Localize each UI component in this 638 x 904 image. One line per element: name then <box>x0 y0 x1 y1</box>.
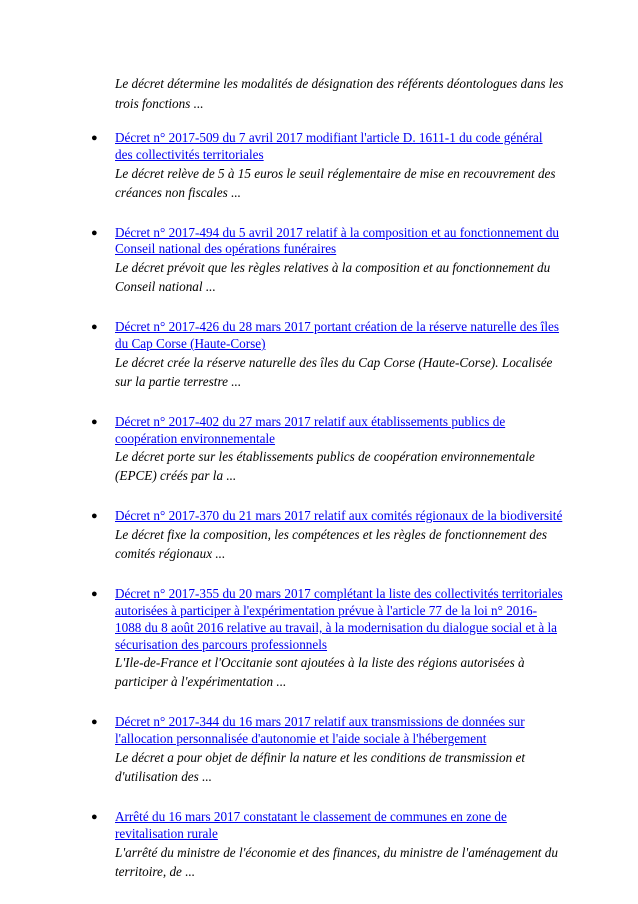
decree-link[interactable]: Décret n° 2017-509 du 7 avril 2017 modifiant l'article D. 1611-1 du code général des collectivités territoriales <box>115 130 543 162</box>
list-item <box>0 414 638 486</box>
decree-summary: L'Ile-de-France et l'Occitanie sont ajoutées à la liste des régions autorisées à participer à l'expérimentation ... <box>115 655 525 690</box>
decree-summary: Le décret porte sur les établissements publics de coopération environnementale (EPCE) créés par la ... <box>115 449 535 484</box>
bullet-icon: ● <box>91 810 98 823</box>
decree-link[interactable]: Décret n° 2017-494 du 5 avril 2017 relatif à la composition et au fonctionnement du Conseil national des opérations funéraires <box>115 224 560 257</box>
decree-summary: Le décret crée la réserve naturelle des îles du Cap Corse (Haute-Corse). Localisée sur la partie terrestre ... <box>115 354 553 389</box>
list-item <box>0 508 638 563</box>
decree-list <box>0 130 638 904</box>
list-item <box>0 809 638 881</box>
list-item <box>0 225 638 297</box>
decree-summary: Le décret fixe la composition, les compétences et les règles de fonctionnement des comités régionaux ... <box>115 527 548 562</box>
list-item <box>0 586 638 691</box>
list-item <box>0 319 638 391</box>
decree-link[interactable]: Arrêté du 16 mars 2017 constatant le classement de communes en zone de revitalisation rurale <box>115 808 507 841</box>
decree-link[interactable]: Décret n° 2017-402 du 27 mars 2017 relatif aux établissements publics de coopération environnementale <box>115 413 506 446</box>
bullet-icon: ● <box>91 510 98 523</box>
decree-summary: Le décret a pour objet de définir la nature et les conditions de transmission et d'utilisation des ... <box>115 749 525 784</box>
decree-summary: Le décret prévoit que les règles relatives à la composition et au fonctionnement du Conseil national ... <box>115 260 551 295</box>
bullet-icon: ● <box>91 716 98 729</box>
list-item <box>0 714 638 786</box>
decree-link[interactable]: Décret n° 2017-344 du 16 mars 2017 relatif aux transmissions de données sur l'allocation personnalisée d'autonomie et l'aide sociale à l'hébergement <box>115 714 525 747</box>
list-item <box>0 130 638 202</box>
bullet-icon: ● <box>91 132 98 144</box>
decree-summary: L'arrêté du ministre de l'économie et des finances, du ministre de l'aménagement du territoire, de ... <box>115 844 558 879</box>
decree-link[interactable]: Décret n° 2017-370 du 21 mars 2017 relatif aux comités régionaux de la biodiversité <box>115 508 563 524</box>
bullet-icon: ● <box>91 415 98 428</box>
decree-summary: Le décret relève de 5 à 15 euros le seuil réglementaire de mise en recouvrement des créances non fiscales ... <box>115 165 556 200</box>
intro-summary: Le décret détermine les modalités de désignation des référents déontologues dans les trois fonctions ... <box>115 76 564 111</box>
decree-link[interactable]: Décret n° 2017-355 du 20 mars 2017 complétant la liste des collectivités territoriales autorisées à participer à l'expérimentation prévue à l'article 77 de la loi n° 2016-1088 du 8 août 2016 relative au travail, à la modernisation du dialogue social et à la sécurisation des parcours professionnels <box>115 586 563 652</box>
bullet-icon: ● <box>91 588 98 601</box>
bullet-icon: ● <box>91 321 98 334</box>
bullet-icon: ● <box>91 226 98 239</box>
decree-link[interactable]: Décret n° 2017-426 du 28 mars 2017 portant création de la réserve naturelle des îles du Cap Corse (Haute-Corse) <box>115 319 559 351</box>
